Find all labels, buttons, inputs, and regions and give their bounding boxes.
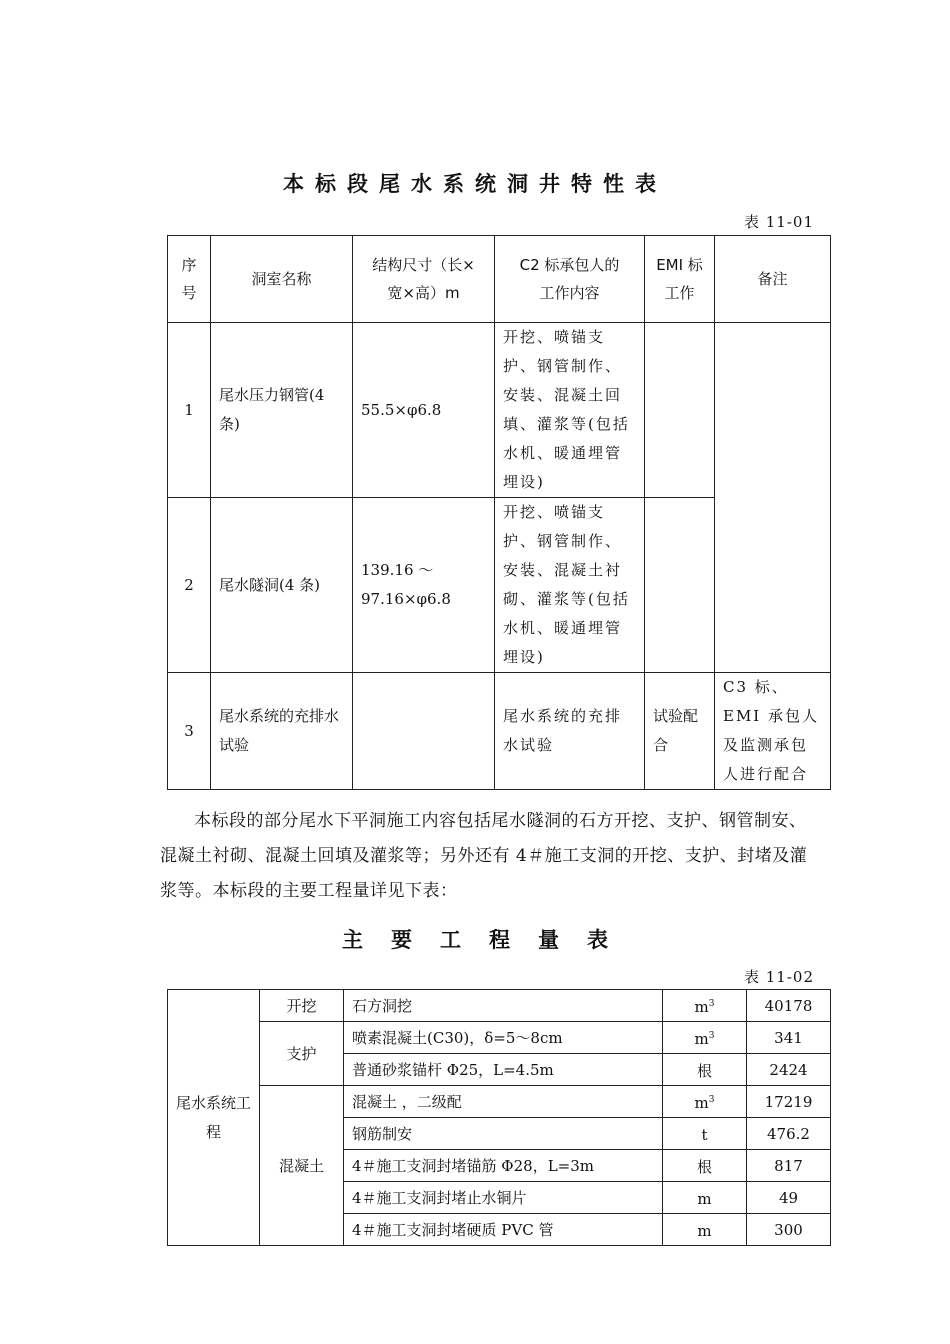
row-unit: m (663, 1214, 747, 1246)
row-qty: 17219 (747, 1086, 831, 1118)
row-emi: 试验配合 (645, 673, 715, 790)
row-name: 尾水压力钢管(4 条) (211, 323, 353, 498)
row-size (353, 673, 495, 790)
header-size: 结构尺寸（长×宽×高）m (353, 236, 495, 323)
row-unit: 根 (663, 1054, 747, 1086)
body-paragraph: 本标段的部分尾水下平洞施工内容包括尾水隧洞的石方开挖、支护、钢管制安、混凝土衬砌、混凝土回填及灌浆等；另外还有 4＃施工支洞的开挖、支护、封堵及灌浆等。本标段的主要工程量详见下表： (160, 811, 808, 901)
header-emi: EMI 标工作 (645, 236, 715, 323)
group-support: 支护 (260, 1022, 344, 1086)
row-emi (645, 498, 715, 673)
quantities-table (167, 989, 831, 1246)
row-no: 3 (168, 673, 211, 790)
row-c2-work: 开挖、喷锚支护、钢管制作、安装、混凝土回填、灌浆等(包括水机、暖通埋管埋设) (495, 323, 645, 498)
table1-tag: 表 11-01 (743, 213, 814, 231)
row-size: 139.16 ～97.16×φ6.8 (353, 498, 495, 673)
row-item: 4＃施工支洞封堵硬质 PVC 管 (344, 1214, 663, 1246)
row-item: 普通砂浆锚杆 Φ25，L=4.5m (344, 1054, 663, 1086)
row-unit: $m^3$ (663, 990, 747, 1022)
row-remark: C3 标、EMI 承包人及监测承包人进行配合 (715, 673, 831, 790)
row-name: 尾水系统的充排水试验 (211, 673, 353, 790)
row-c2-work: 尾水系统的充排水试验 (495, 673, 645, 790)
header-no: 序号 (168, 236, 211, 323)
table-row (168, 1086, 831, 1118)
row-unit: t (663, 1118, 747, 1150)
group-concrete: 混凝土 (260, 1086, 344, 1246)
table-row (168, 323, 831, 498)
table-row (168, 673, 831, 790)
table-row (168, 990, 831, 1022)
table-row (168, 1022, 831, 1054)
row-qty: 300 (747, 1214, 831, 1246)
row-item: 喷素混凝土(C30)，δ=5～8cm (344, 1022, 663, 1054)
row-emi (645, 323, 715, 498)
row-item: 4＃施工支洞封堵锚筋 Φ28，L=3m (344, 1150, 663, 1182)
cavern-characteristics-table (167, 235, 831, 790)
row-item: 钢筋制安 (344, 1118, 663, 1150)
table-header-row (168, 236, 831, 323)
table2-tag: 表 11-02 (743, 968, 814, 986)
row-item: 4＃施工支洞封堵止水铜片 (344, 1182, 663, 1214)
row-item: 混凝土 ，二级配 (344, 1086, 663, 1118)
row-unit: $m^3$ (663, 1022, 747, 1054)
row-unit: 根 (663, 1150, 747, 1182)
row-qty: 817 (747, 1150, 831, 1182)
row-c2-work: 开挖、喷锚支护、钢管制作、安装、混凝土衬砌、灌浆等(包括水机、暖通埋管埋设) (495, 498, 645, 673)
row-size: 55.5×φ6.8 (353, 323, 495, 498)
row-qty: 2424 (747, 1054, 831, 1086)
row-no: 2 (168, 498, 211, 673)
table1-title: 本标段尾水系统洞井特性表 (283, 172, 667, 196)
row-item: 石方洞挖 (344, 990, 663, 1022)
header-name: 洞室名称 (211, 236, 353, 323)
row-qty: 49 (747, 1182, 831, 1214)
row-unit: m (663, 1182, 747, 1214)
row-no: 1 (168, 323, 211, 498)
group-excavation: 开挖 (260, 990, 344, 1022)
table2-title: 主要工程量表 (342, 928, 636, 952)
row-qty: 476.2 (747, 1118, 831, 1150)
row-name: 尾水隧洞(4 条) (211, 498, 353, 673)
row-qty: 341 (747, 1022, 831, 1054)
row-remark (715, 323, 831, 673)
header-remark: 备注 (715, 236, 831, 323)
row-unit: $m^3$ (663, 1086, 747, 1118)
header-c2: C2 标承包人的工作内容 (495, 236, 645, 323)
system-cell: 尾水系统工程 (168, 990, 260, 1246)
row-qty: 40178 (747, 990, 831, 1022)
